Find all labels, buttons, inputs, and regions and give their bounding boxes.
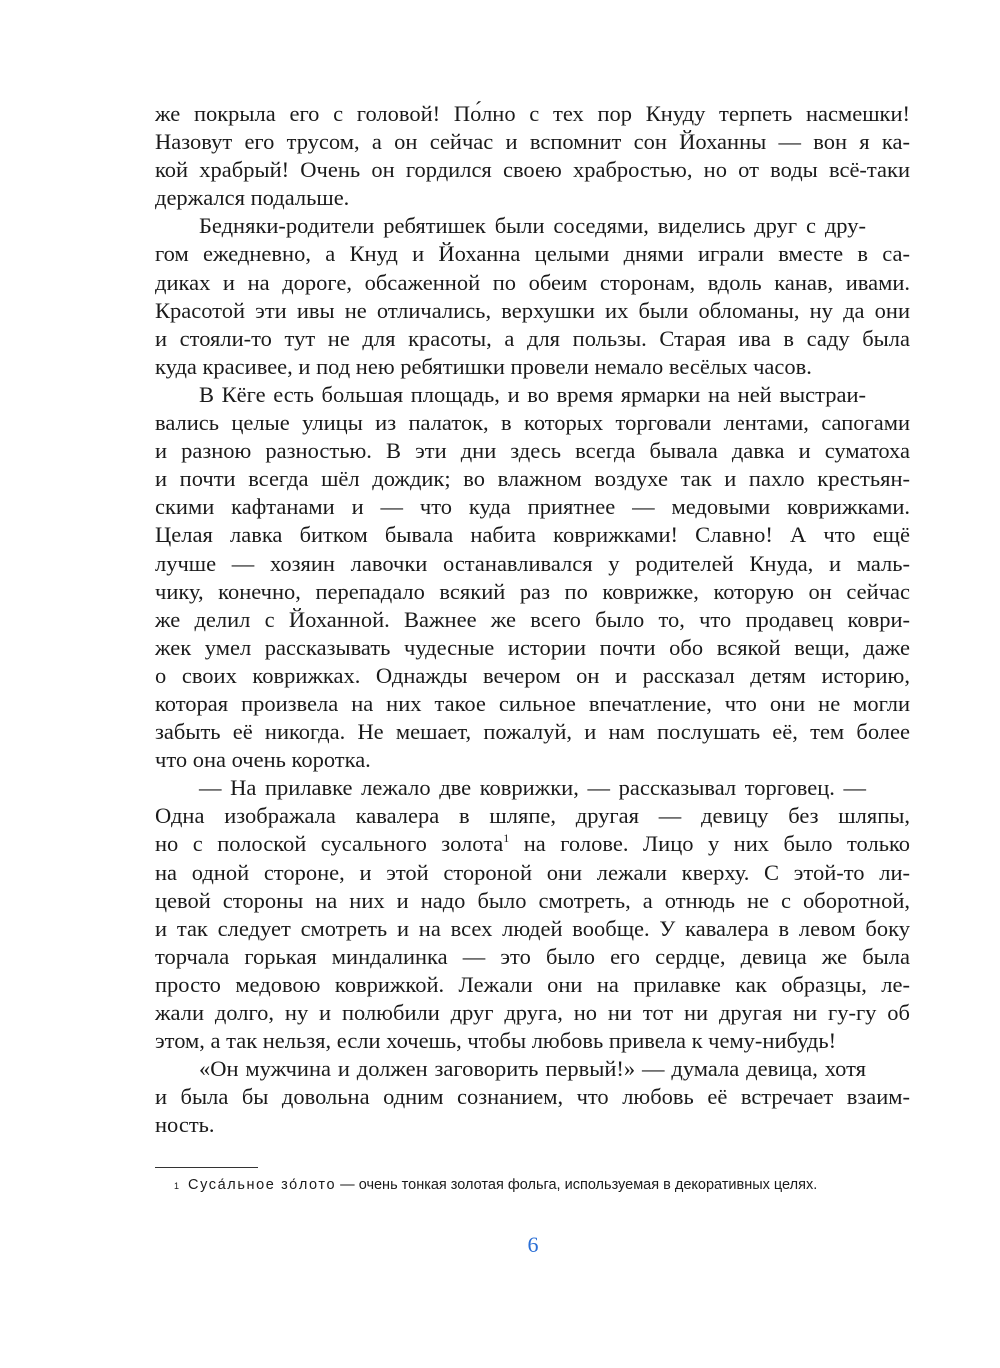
text-line: В Кёге есть большая площадь, и во время ярмарки на ней выстраи- <box>199 381 866 407</box>
text-line: скими кафтанами и — что куда приятнее — медовыми коврижками. <box>155 494 910 520</box>
text-line: держался подальше. <box>155 185 350 211</box>
page-number: 6 <box>527 1232 539 1257</box>
text-line: забыть её никогда. Не мешает, пожалуй, и нам послушать её, тем более <box>155 719 910 745</box>
paragraph <box>155 100 910 212</box>
paragraph <box>155 381 910 774</box>
text-line-with-footnote: но с полоской сусального золота$^1$ на голове. Лицо у них было только <box>155 831 910 857</box>
body-text <box>155 100 910 1139</box>
text-line: и разною разностью. В эти дни здесь всегда бывала давка и суматоха <box>155 438 910 464</box>
text-line: и так следует смотреть и на всех людей вообще. У кавалера в левом боку <box>155 915 910 941</box>
text-line: лучше — хозяин лавочки останавливался у родителей Кнуда, и маль- <box>155 550 910 576</box>
text-line: Бедняки-родители ребятишек были соседями, виделись друг с дру- <box>199 213 866 239</box>
text-line: — На прилавке лежало две коврижки, — рассказывал торговец. — <box>199 775 866 801</box>
text-line: жали долго, ну и полюбили друг друга, но ни тот ни другая ни гу-гу об <box>155 1000 910 1025</box>
text-line: ность. <box>155 1112 215 1138</box>
text-line: диках и на дороге, обсаженной по обеим сторонам, вдоль канав, ивами. <box>155 269 910 295</box>
text-line: этом, а так нельзя, если хочешь, чтобы любовь привела к чему-нибудь! <box>155 1028 837 1054</box>
text-line: вались целые улицы из палаток, в которых торговали лентами, сапогами <box>155 410 910 436</box>
text-line: которая произвела на них такое сильное впечатление, что они не могли <box>155 690 910 716</box>
text-line: Одна изображала кавалера в шляпе, другая — девицу без шляпы, <box>155 803 910 829</box>
footnote-marker: 1 <box>174 1181 180 1191</box>
text-line: цевой стороны на них и надо было смотреть, а отнюдь не с оборотной, <box>155 887 910 913</box>
text-line: чику, конечно, перепадало всякий раз по коврижке, которую он сейчас <box>155 578 910 604</box>
text-line: же делил с Йоханной. Важнее же всего было то, что продавец коври- <box>155 606 910 632</box>
footnote-reference[interactable]: 1 <box>503 831 510 846</box>
text-line: торчала горькая миндалинка — это было его сердце, девица же была <box>155 943 910 969</box>
text-line: Целая лавка битком бывала набита коврижками! Славно! А что ещё <box>155 522 910 548</box>
footnote-text: — очень тонкая золотая фольга, используемая в декоративных целях. <box>336 1177 818 1193</box>
text-line: просто медовою коврижкой. Лежали они на прилавке как образцы, ле- <box>155 971 910 997</box>
paragraph <box>155 212 910 381</box>
text-line: о своих коврижках. Однажды вечером он и рассказал детям историю, <box>155 662 910 688</box>
text-line: и была бы довольна одним сознанием, что любовь её встречает взаим- <box>155 1084 910 1110</box>
text-line: Красотой эти ивы не отличались, верхушки их были обломаны, ну да они <box>155 297 910 323</box>
text-line: и стояли-то тут не для красоты, а для пользы. Старая ива в саду была <box>155 325 910 351</box>
text-line: жек умел рассказывать чудесные истории почти обо всякой вещи, даже <box>155 634 910 660</box>
text-line: Назовут его трусом, а он сейчас и вспомнит сон Йоханны — вон я ка- <box>155 129 910 155</box>
paragraph <box>155 1055 910 1139</box>
text-line: куда красивее, и под нею ребятишки провели немало весёлых часов. <box>155 353 812 379</box>
footnote-divider <box>155 1167 258 1168</box>
paragraph <box>155 774 910 1055</box>
footnote <box>174 1175 914 1195</box>
text-line: что она очень коротка. <box>155 747 371 773</box>
text-line: кой храбрый! Очень он гордился своею храбростью, но от воды всё-таки <box>155 157 910 183</box>
text-line: «Он мужчина и должен заговорить первый!» — думала девица, хотя <box>199 1056 866 1082</box>
text-line: гом ежедневно, а Кнуд и Йоханна целыми днями играли вместе в са- <box>155 241 910 267</box>
text-line: и почти всегда шёл дождик; во влажном воздухе так и пахло крестьян- <box>155 466 910 492</box>
text-line: на одной стороне, и этой стороной они лежали кверху. С этой-то ли- <box>155 859 910 885</box>
footnote-term: Суса́льное зо́лото <box>188 1177 337 1193</box>
text-line: же покрыла его с головой! По́лно с тех пор Кнуду терпеть насмешки! <box>155 101 910 126</box>
